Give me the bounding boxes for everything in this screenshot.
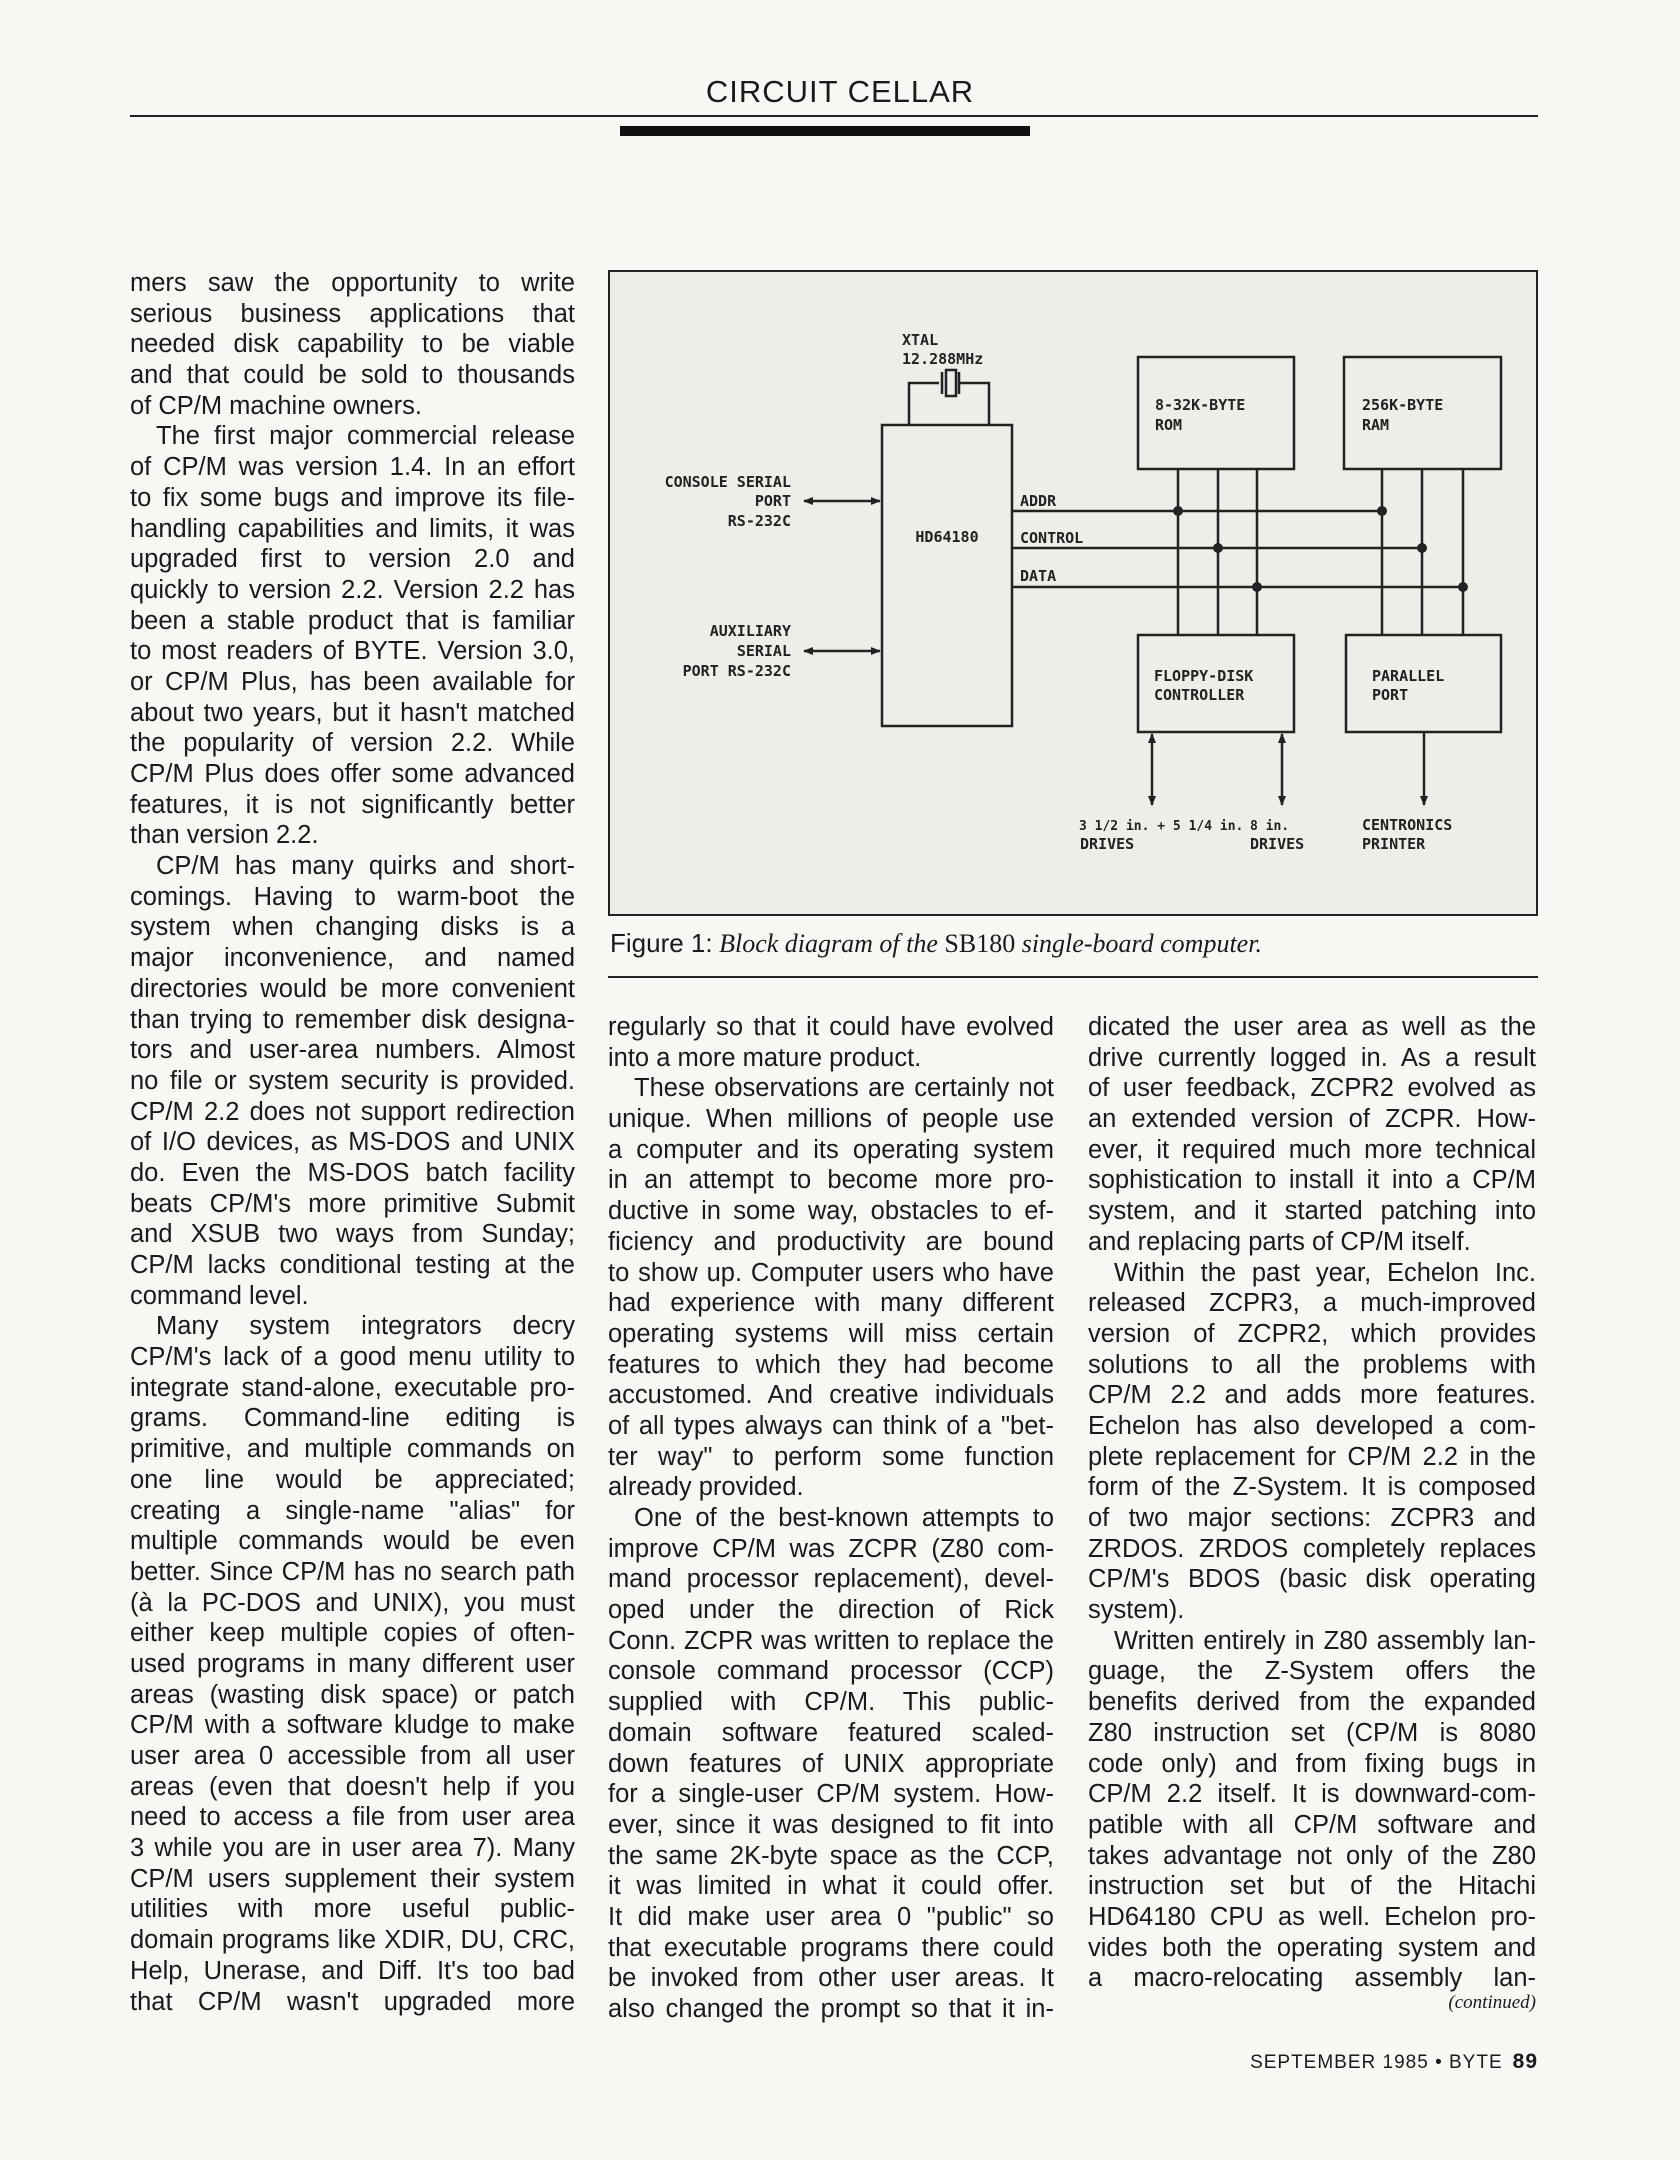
text-line: sophistication to install it into a CP/M [1088,1166,1536,1195]
text-line: ductive in some way, obstacles to ef- [608,1197,1054,1226]
text-line: upgraded first to version 2.0 and [130,545,575,574]
text-line: One of the best-known attempts to [634,1504,1054,1532]
text-line: and that could be sold to thousands [130,361,575,390]
block-diagram-figure [608,270,1538,916]
text-line: better. Since CP/M has no search path [130,1557,575,1586]
xtal-label: XTAL [902,331,939,349]
cpu-box [882,425,1012,726]
text-line: The first major commercial release [156,422,575,451]
text-line: be invoked from other user areas. It [608,1964,1054,1993]
text-line: a computer and its operating system [608,1135,1054,1164]
text-line: in an attempt to become more pro- [608,1166,1054,1195]
text-line: (à la PC-DOS and UNIX), you must [130,1588,575,1617]
data-label: DATA [1020,567,1057,585]
text-line: system, and it started patching into [1088,1197,1536,1226]
text-line: multiple commands would be even [130,1527,575,1556]
text-line: CP/M's lack of a good menu utility to [130,1343,575,1372]
block-diagram [610,272,1536,914]
header-bar [620,126,1030,136]
text-line: ZRDOS. ZRDOS completely replaces [1088,1534,1536,1563]
text-line: unique. When millions of people use [608,1105,1054,1134]
text-line: released ZCPR3, a much-improved [1088,1289,1536,1318]
text-line: HD64180 CPU as well. Echelon pro- [1088,1902,1536,1931]
text-line: features, it is not significantly better [130,790,575,819]
section-title: CIRCUIT CELLAR [705,74,975,109]
text-line: integrate stand-alone, executable pro- [130,1373,575,1402]
figure-caption [610,928,1262,959]
text-line: domain programs like XDIR, DU, CRC, [130,1926,575,1955]
text-line: that CP/M wasn't upgraded more [130,1987,575,2016]
text-line: command level. [130,1281,309,1310]
text-line: of CP/M machine owners. [130,391,422,420]
text-line: supplied with CP/M. This public- [608,1688,1054,1717]
text-line: directories would be more convenient [130,974,575,1003]
text-line: for a single-user CP/M system. How- [608,1780,1054,1809]
text-line: of user feedback, ZCPR2 evolved as [1088,1074,1536,1103]
text-column-1 [130,268,575,2017]
text-line: Conn. ZCPR was written to replace the [608,1626,1054,1655]
text-line: to fix some bugs and improve its file- [130,483,575,512]
text-line: accustomed. And creative individuals [608,1381,1054,1410]
8in-drives-label: DRIVES [1250,835,1305,853]
text-line: ever, since it was designed to fit into [608,1810,1054,1839]
crystal-wire [909,383,989,425]
text-line: drive currently logged in. As a result [1088,1043,1536,1072]
text-line: ever, it required much more technical [1088,1135,1536,1164]
text-line: instruction set but of the Hitachi [1088,1872,1536,1901]
fdc-label: FLOPPY-DISK [1154,667,1254,685]
aux-port-label: AUXILIARY [709,622,791,640]
printer-label: CENTRONICS [1362,816,1453,834]
text-line: regularly so that it could have evolved [608,1013,1054,1041]
text-line: CP/M with a software kludge to make [130,1711,575,1740]
text-line: system). [1088,1596,1185,1625]
caption-text: Block diagram of the [719,929,938,958]
text-line: one line would be appreciated; [130,1465,575,1494]
text-line: ter way" to perform some function [608,1442,1054,1471]
text-line: into a more mature product. [608,1043,922,1072]
xtal-frequency: 12.288MHz [902,350,984,368]
text-line: dicated the user area as well as the [1088,1013,1536,1041]
printer-label: PRINTER [1362,835,1426,853]
text-line: CP/M Plus does offer some advanced [130,760,575,788]
text-line: beats CP/M's more primitive Submit [130,1189,575,1218]
console-port-label: CONSOLE SERIAL [664,473,791,491]
ram-label: 256K-BYTE [1362,396,1444,414]
text-line: ficiency and productivity are bound [608,1227,1054,1256]
parallel-label: PARALLEL [1372,667,1445,685]
text-line: CP/M 2.2 does not support redirection [130,1097,575,1126]
text-line: CP/M 2.2 itself. It is downward-com- [1088,1780,1536,1809]
text-line: domain software featured scaled- [608,1718,1054,1747]
text-line: CP/M's BDOS (basic disk operating [1088,1565,1536,1594]
text-line: already provided. [608,1473,804,1502]
text-line: plete replacement for CP/M 2.2 in the [1088,1442,1536,1471]
text-line: primitive, and multiple commands on [130,1435,575,1464]
text-line: Z80 instruction set (CP/M is 8080 [1088,1718,1536,1747]
text-line: Within the past year, Echelon Inc. [1114,1258,1536,1287]
text-column-3 [1088,1012,1536,1994]
text-line: mers saw the opportunity to write [130,269,575,297]
console-port-label: RS-232C [727,512,791,530]
text-line: It did make user area 0 "public" so [608,1902,1054,1931]
text-line: to show up. Computer users who have [608,1258,1054,1287]
console-port-label: PORT [754,492,791,510]
text-line: had experience with many different [608,1289,1054,1318]
fdc-label: CONTROLLER [1154,686,1245,704]
caption-text: single-board computer. [1021,929,1262,958]
text-line: and replacing parts of CP/M itself. [1088,1227,1471,1256]
text-line: guage, the Z-System offers the [1088,1657,1536,1686]
text-line: of CP/M was version 1.4. In an effort [130,453,575,482]
text-line: CP/M lacks conditional testing at the [130,1251,575,1279]
text-line: patible with all CP/M software and [1088,1810,1536,1839]
text-line: than version 2.2. [130,821,319,850]
addr-label: ADDR [1020,492,1057,510]
text-line: system when changing disks is a [130,913,575,942]
text-line: been a stable product that is familiar [130,606,575,635]
text-line: handling capabilities and limits, it was [130,514,575,543]
text-line: form of the Z-System. It is composed [1088,1473,1536,1502]
text-line: it was limited in what it could offer. [608,1872,1054,1901]
text-line: vides both the operating system and [1088,1933,1536,1962]
header-rule [130,115,1538,117]
text-line: also changed the prompt so that it in- [608,1995,1054,2023]
text-line: CP/M users supplement their system [130,1864,575,1893]
text-line: quickly to version 2.2. Version 2.2 has [130,575,575,604]
text-line: Many system integrators decry [156,1312,575,1341]
text-line: Written entirely in Z80 assembly lan- [1114,1626,1536,1655]
text-line: an extended version of ZCPR. How- [1088,1105,1536,1134]
drives-label: 3 1/2 in. + 5 1/4 in. [1079,819,1244,834]
text-line: benefits derived from the expanded [1088,1688,1536,1717]
issue-label: SEPTEMBER 1985 • BYTE [1250,2052,1503,2073]
text-line: of I/O devices, as MS-DOS and UNIX [130,1128,575,1157]
text-line: of two major sections: ZCPR3 and [1088,1504,1536,1532]
continued-note: (continued) [1448,1992,1536,2013]
text-line: a macro-relocating assembly lan- [1088,1964,1536,1993]
text-line: takes advantage not only of the Z80 [1088,1841,1536,1870]
text-line: 3 while you are in user area 7). Many [130,1834,575,1863]
rom-label: 8-32K-BYTE [1155,396,1246,414]
text-line: CP/M 2.2 and adds more features. [1088,1381,1536,1410]
aux-port-label: SERIAL [736,642,791,660]
aux-port-label: PORT RS-232C [682,662,791,680]
text-line: no file or system security is provided. [130,1066,575,1095]
text-line: of all types always can think of a "bet- [608,1411,1054,1440]
text-line: version of ZCPR2, which provides [1088,1319,1536,1348]
text-line: do. Even the MS-DOS batch facility [130,1158,575,1187]
text-line: features to which they had become [608,1350,1054,1379]
text-line: code only) and from fixing bugs in [1088,1749,1536,1778]
text-line: mand processor replacement), devel- [608,1565,1054,1594]
caption-rule [608,976,1538,978]
text-line: user area 0 accessible from all user [130,1742,575,1770]
text-line: solutions to all the problems with [1088,1350,1536,1379]
text-line: and XSUB two ways from Sunday; [130,1220,575,1249]
drives-label: DRIVES [1080,835,1135,853]
text-line: comings. Having to warm-boot the [130,882,575,911]
text-line: to most readers of BYTE. Version 3.0, [130,637,575,666]
text-line: operating systems will miss certain [608,1319,1054,1348]
cpu-label: HD64180 [915,528,979,546]
page-number: 89 [1512,2050,1538,2073]
text-line: down features of UNIX appropriate [608,1749,1054,1778]
text-line: needed disk capability to be viable [130,330,575,359]
text-line: major inconvenience, and named [130,944,575,973]
text-line: or CP/M Plus, has been available for [130,667,575,696]
text-line: creating a single-name "alias" for [130,1496,575,1525]
text-line: areas (wasting disk space) or patch [130,1680,575,1709]
rom-label: ROM [1155,416,1183,434]
text-line: tors and user-area numbers. Almost [130,1036,575,1065]
ram-label: RAM [1362,416,1390,434]
parallel-label: PORT [1372,686,1409,704]
text-line: console command processor (CCP) [608,1657,1054,1686]
caption-text: SB180 [944,929,1016,958]
text-line: oped under the direction of Rick [608,1596,1054,1625]
text-line: about two years, but it hasn't matched [130,698,575,727]
text-line: the same 2K-byte space as the CCP, [608,1841,1054,1870]
text-line: grams. Command-line editing is [130,1404,575,1433]
text-line: areas (even that doesn't help if you [130,1772,575,1801]
text-line: that executable programs there could [608,1933,1054,1962]
text-line: improve CP/M was ZCPR (Z80 com- [608,1534,1054,1563]
text-line: CP/M has many quirks and short- [156,852,575,881]
text-line: used programs in many different user [130,1649,575,1678]
text-line: Echelon has also developed a com- [1088,1411,1536,1440]
page-footer [1250,2050,1538,2074]
text-line: need to access a file from user area [130,1803,575,1832]
text-line: either keep multiple copies of often- [130,1619,575,1648]
caption-label: Figure 1: [610,928,713,958]
text-line: utilities with more useful public- [130,1895,575,1924]
text-line: than trying to remember disk designa- [130,1005,575,1034]
text-line: These observations are certainly not [634,1074,1054,1103]
text-line: serious business applications that [130,299,575,328]
text-line: the popularity of version 2.2. While [130,729,575,758]
control-label: CONTROL [1020,529,1084,547]
8in-drives-label: 8 in. [1250,819,1290,834]
text-line: Help, Unerase, and Diff. It's too bad [130,1956,575,1985]
text-column-2 [608,1012,1054,2025]
